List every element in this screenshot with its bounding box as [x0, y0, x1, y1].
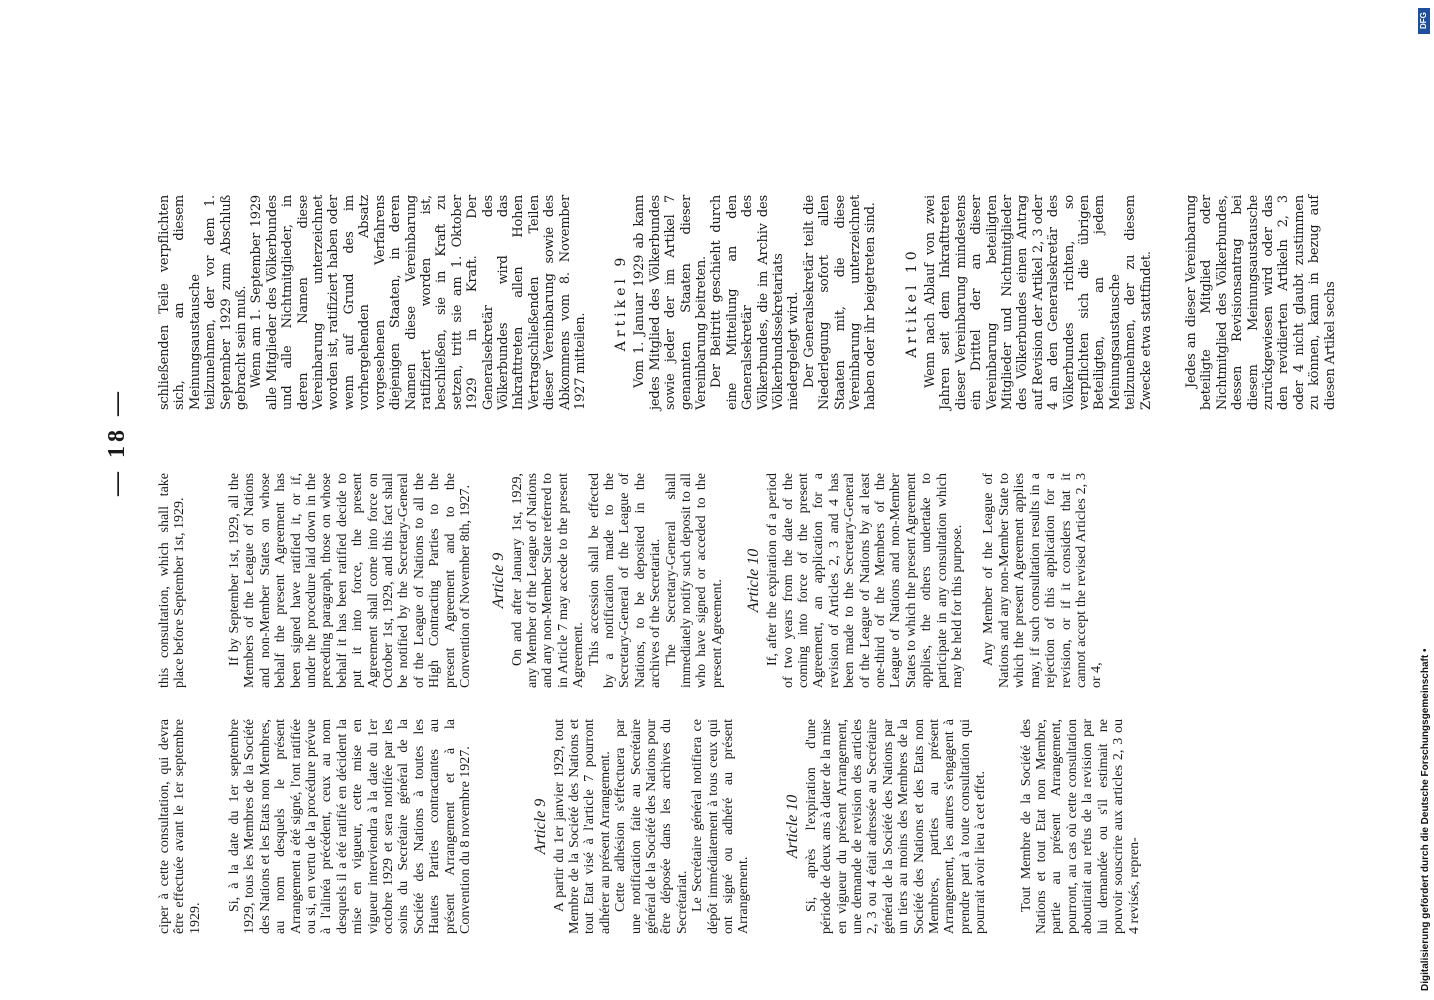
paragraph: Wenn nach Ablauf von zwei Jahren seit dem Inkrafttreten dieser Vereinbarung mindestens ein Drittel der an dieser Vereinbarung beteiligten Mitglieder und Nichtmitglieder des Völkerbundes einen Antrag auf Revision der Artikel 2, 3 oder 4 an den Generalsekretär des Völkerbundes richten, so verpflichten sich die übrigen Beteiligten, an jedem Meinungsaustausche teilzunehmen, der zu diesem Zwecke etwa stattfindet. — [922, 195, 1154, 410]
page-number: — 18 — — [104, 388, 130, 496]
paragraph: If, after the expiration of a period of two years from the date of the coming into force of the present Agreement, an application for a revision of Articles 2, 3 and 4 has been made to the Secretary-General of the League of Nations by at least one-third of the Members of the League of Nations and non-Member States to which the present Agreement applies, the others undertake to participate in any consultation which may be held for this purpose. — [765, 473, 966, 688]
paragraph: Vom 1. Januar 1929 ab kann jedes Mitglied des Völkerbundes sowie jeder der im Artikel 7 genannten Staaten dieser Vereinbarung beitreten. — [632, 195, 709, 410]
article-9-heading: Article 9 — [489, 552, 507, 609]
paragraph: On and after January 1st, 1929, any Member of the League of Nations and any non-Member State referred to in Article 7 may accede to the present Agreement. — [509, 473, 587, 688]
english-column-top — [157, 473, 188, 688]
paragraph: If by September 1st, 1929, all the Members of the League of Nations and non-Member States on whose behalf the present Agreement has been signed have ratified it, or if, under the procedure laid down in the preceding paragraph, those on whose behalf it has been ratified decide to put it into force, the present Agreement shall come into force on October 1st, 1929, and this fact shall be notified by the Secretary-General of the League of Nations to all the High Contracting Parties to the present Agreement and to the Convention of November 8th, 1927. — [227, 473, 474, 688]
paragraph: This accession shall be effected by a notification made to the Secretary-General of the League of Nations, to be deposited in the archives of the Secretariat. — [586, 473, 664, 688]
paragraph: Der Generalsekretär teilt die Niederlegung sofort allen Staaten mit, die diese Vereinbarung unterzeichnet haben oder ihr beigetreten sind. — [801, 195, 879, 410]
rotated-document-page — [87, 0, 1407, 942]
paragraph: Tout Membre de la Société des Nations et tout Etat non Membre, partie au présent Arrangement, pourront, au cas où cette consultation aboutirait au refus de la revision par lui demandée ou s'il estimait ne pouvoir souscrire aux articles 2, 3 ou 4 revisés, repren- — [1018, 719, 1142, 934]
article-10-heading: Article 10 — [745, 548, 763, 613]
english-column-body — [227, 473, 1105, 688]
paragraph: Si, après l'expiration d'une période de deux ans à dater de la mise en vigueur du présent Arrangement, une demande de revision des articles 2, 3 ou 4 était adressée au Secrétaire général de la Société des Nations par un tiers au moins des Membres de la Société des Nations et des Etats non Membres, parties au présent Arrangement, les autres s'engagent à prendre part à toute consultation qui pourrait avoir lieu à cet effet. — [803, 719, 989, 934]
paragraph: Cette adhésion s'effectuera par une notification faite au Secrétaire général de la Société des Nations pour être déposée dans les archives du Secrétariat. — [613, 719, 690, 934]
artikel-10-heading: Artikel 10 — [903, 247, 920, 358]
article-9-heading: Article 9 — [531, 798, 549, 855]
paragraph: Le Secrétaire général notifiera ce dépôt immédiatement à tous ceux qui ont signé ou adhéré au présent Arrangement. — [690, 719, 752, 934]
artikel-9-heading: Artikel 9 — [613, 253, 630, 352]
paragraph: Wenn am 1. September 1929 alle Mitglieder des Völkerbundes und alle Nichtmitglieder, in deren Namen diese Vereinbarung unterzeichnet worden ist, ratifiziert haben oder wenn auf Grund des im vorhergehenden Absatz vorgesehenen Verfahrens diejenigen Staaten, in deren Namen diese Vereinbarung ratifiziert worden ist, beschließen, sie in Kraft zu setzen, tritt sie am 1. Oktober 1929 in Kraft. Der Generalsekretär des Völkerbundes wird das Inkrafttreten allen Hohen Vertragschließenden Teilen dieser Vereinbarung sowie des Abkommens vom 8. November 1927 mitteilen. — [249, 195, 588, 410]
digitization-note: Digitalisierung gefördert durch die Deutsche Forschungsgemeinschaft • — [1420, 648, 1431, 991]
article-10-heading: Article 10 — [783, 794, 801, 859]
paragraph: Any Member of the League of Nations and any non-Member State to which the present Agreement applies may, if such consultation results in a rejection of this application for a revision, or if it considers that it cannot accept the revised Articles 2, 3 or 4, — [981, 473, 1105, 688]
paragraph: schließenden Teile verpflichten sich, an diesem Meinungsaustausche teilzunehmen, der vor dem 1. September 1929 zum Abschluß gebracht sein muß. — [157, 195, 250, 410]
french-column-body — [227, 719, 1142, 934]
paragraph: Der Beitritt geschieht durch eine Mitteilung an den Generalsekretär des Völkerbundes, die im Archiv des Völkerbundssekretariats niedergelegt wird. — [709, 195, 802, 410]
german-column — [157, 195, 1338, 410]
paragraph: The Secretary-General shall immediately notify such deposit to all who have signed or acceded to the present Agreement. — [663, 473, 725, 688]
paragraph: ciper à cette consultation, qui devra être effectuée avant le 1er septembre 1929. — [157, 719, 203, 934]
paragraph: Jedes an dieser Vereinbarung beteiligte Mitglied oder Nichtmitglied des Völkerbundes, dessen Revisionsantrag bei diesem Meinungsaustausche zurückgewiesen wird oder das den revidierten Artikeln 2, 3 oder 4 nicht glaubt zustimmen zu können, kann in bezug auf diesen Artikel sechs — [1183, 195, 1338, 410]
paragraph: Si, à la date du 1er septembre 1929, tous les Membres de la Société des Nations et les Etats non Membres, au nom desquels le présent Arrangement a été signé, l'ont ratifiée ou si, en vertu de la procédure prévue à l'alinéa précédent, ceux au nom desquels il a été ratifié en décident la mise en vigueur, cette mise en vigueur interviendra à la date du 1er octobre 1929 et sera notifiée par les soins du Secrétaire général de la Société des Nations à toutes les Hautes Parties contractantes au présent Arrangement et à la Convention du 8 novembre 1927. — [227, 719, 474, 934]
dfg-logo: DFG — [1418, 8, 1430, 34]
french-column-top — [157, 719, 203, 934]
paragraph: this consultation, which shall take place before September 1st, 1929. — [157, 473, 188, 688]
digitization-credit — [1410, 6, 1430, 996]
paragraph: A partir du 1er janvier 1929, tout Membre de la Société des Nations et tout Etat visé à l'article 7 pourront adhérer au présent Arrangement. — [551, 719, 613, 934]
